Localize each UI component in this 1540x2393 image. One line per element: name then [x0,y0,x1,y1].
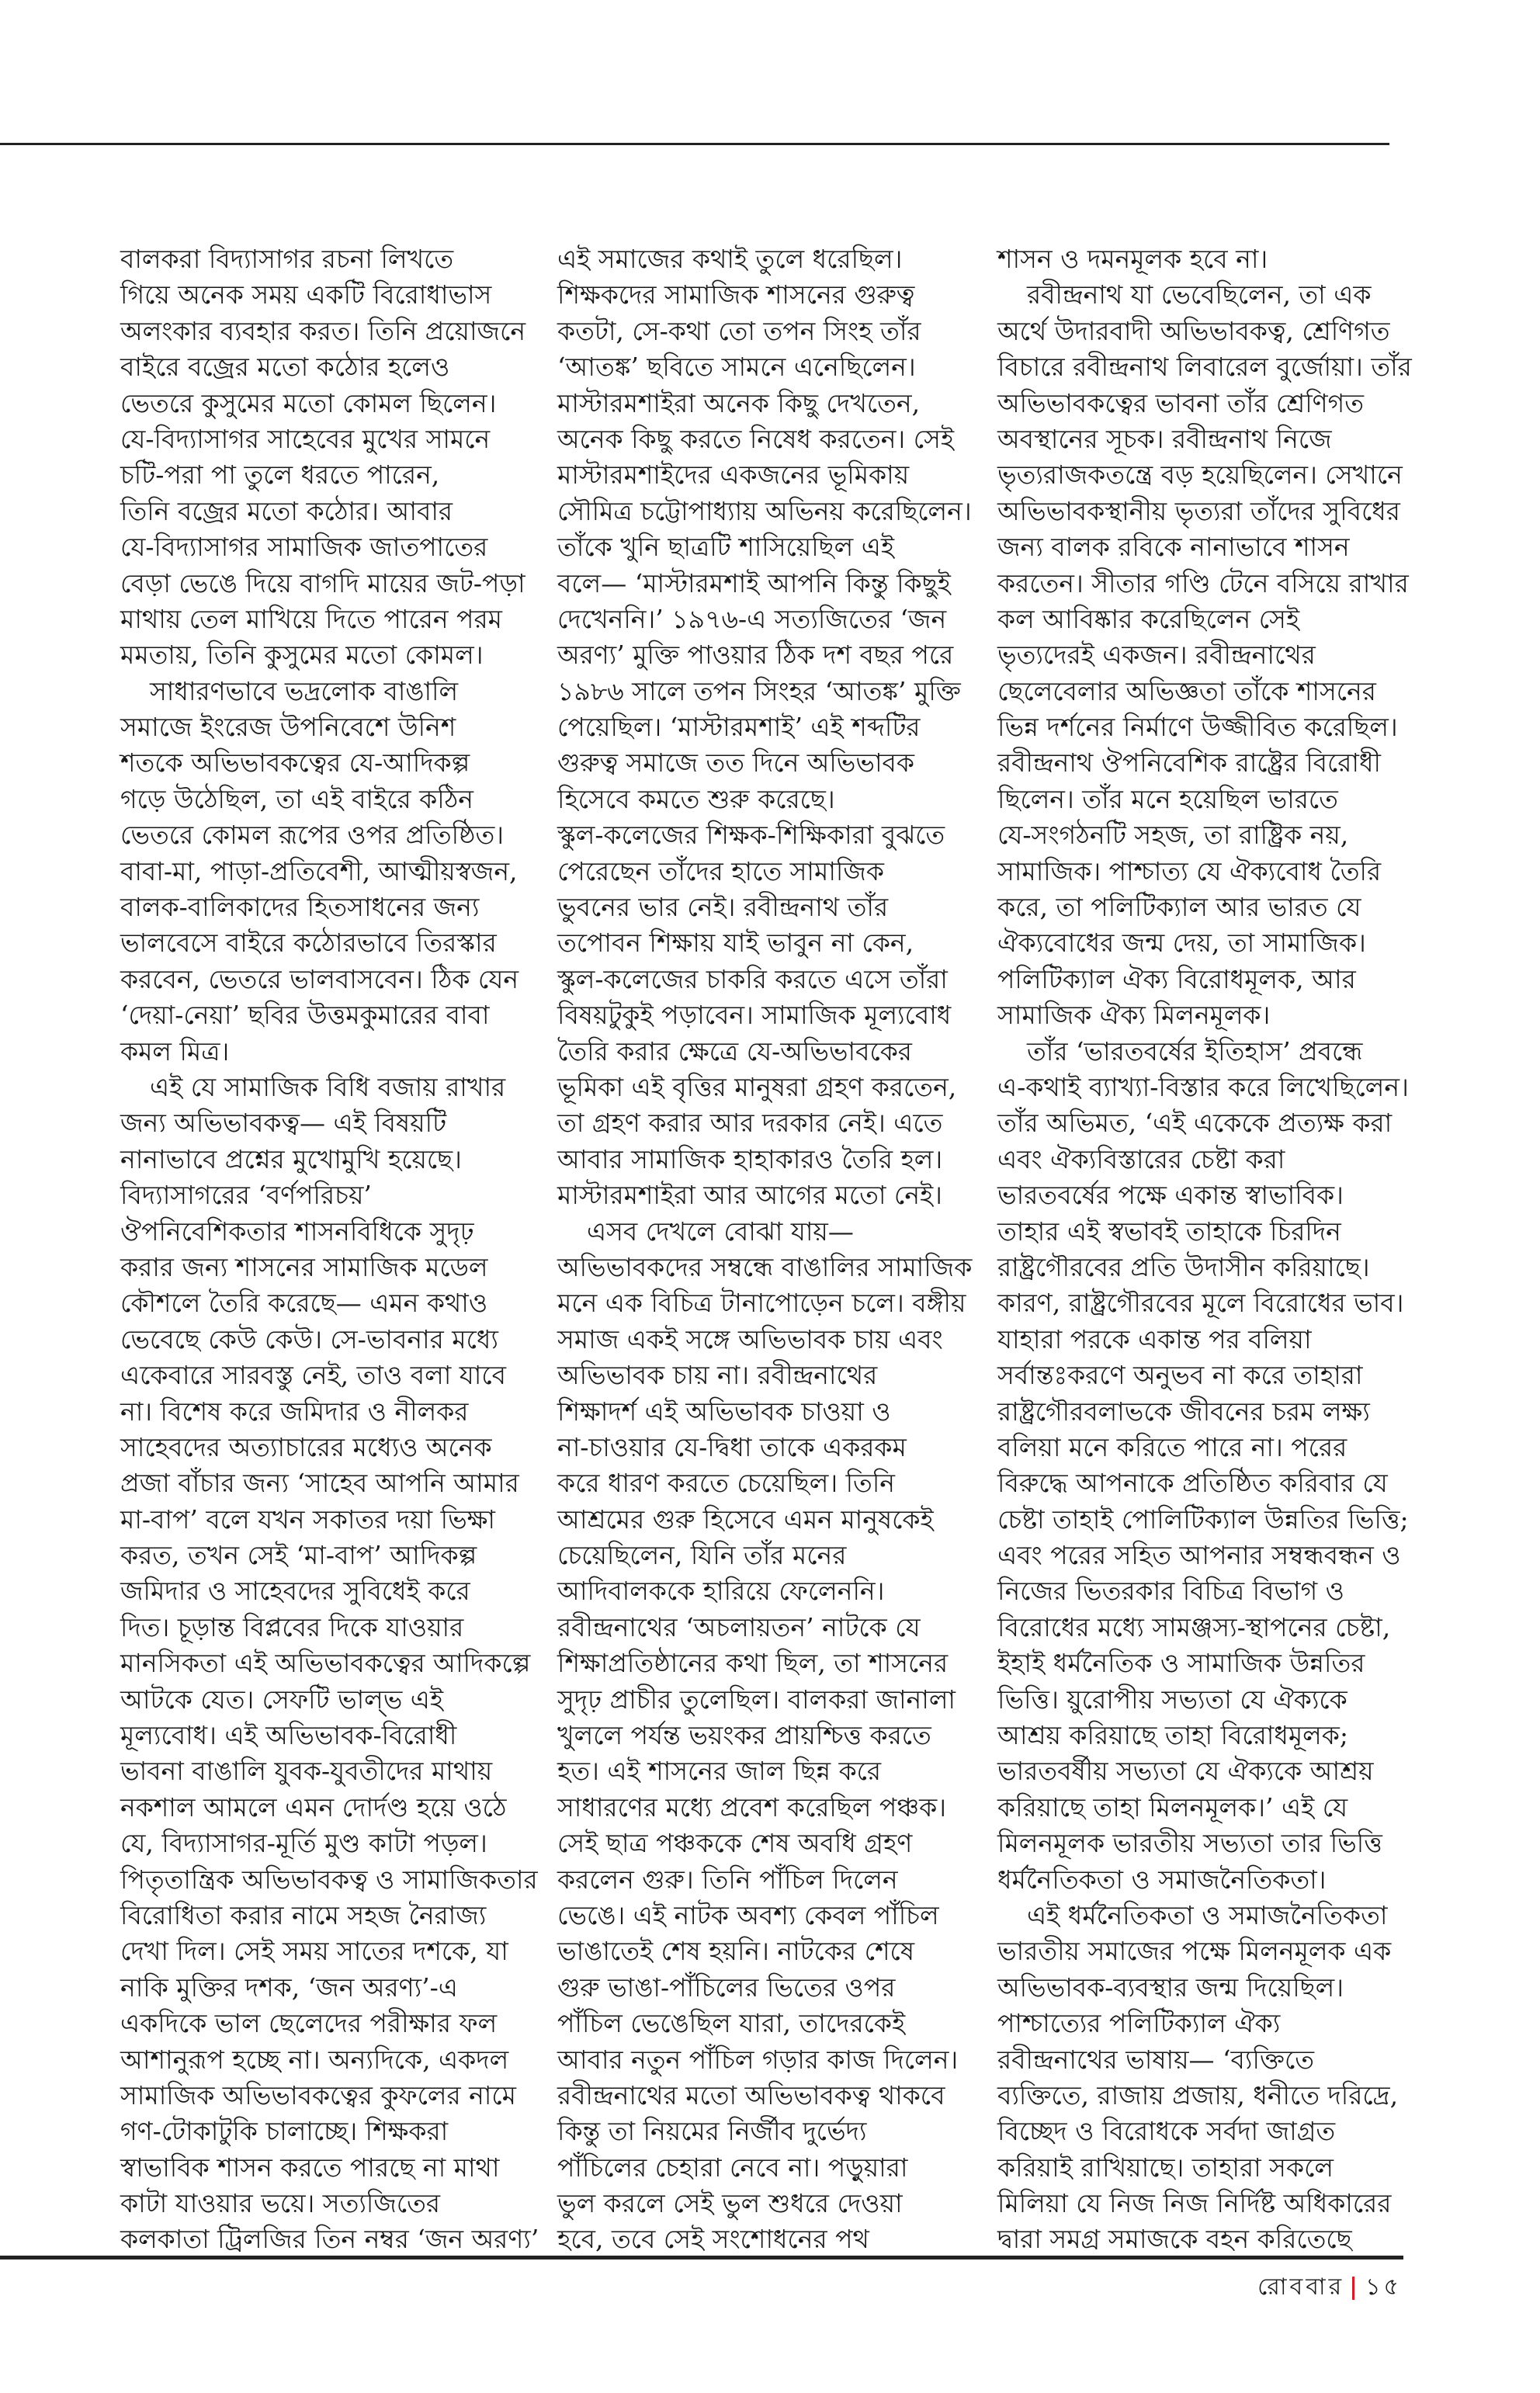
text-line: ভারতবর্ষীয় সভ্যতা যে ঐক্যকে আশ্রয় [997,1756,1374,1787]
text-line: কতটা, সে-কথা তো তপন সিংহ তাঁর [557,315,921,346]
text-line: চেষ্টা তাহাই পোলিটিক্যাল উন্নতির ভিত্তি; [997,1503,1409,1535]
text-line: পাঁচিলের চেহারা নেবে না। পড়ুয়ারা [557,2152,908,2183]
text-line: ভাবনা বাঙালি যুবক-যুবতীদের মাথায় [120,1756,493,1787]
article-column-2 [557,241,992,2258]
text-line: ভেতরে কুসুমের মতো কোমল ছিলেন। [120,387,497,418]
text-line: অরণ্য’ মুক্তি পাওয়ার ঠিক দশ বছর পরে [557,640,954,671]
text-line: পেয়েছিল। ‘মাস্টারমশাই’ এই শব্দটির [557,712,921,743]
text-line: অভিভাবকত্বের ভাবনা তাঁর শ্রেণিগত [997,387,1365,418]
text-line: রাষ্ট্রগৌরবলাভকে জীবনের চরম লক্ষ্য [997,1396,1370,1427]
text-line: মিলনমূলক ভারতীয় সভ্যতা তার ভিত্তি [997,1828,1382,1859]
text-line: মাস্টারমশাইদের একজনের ভূমিকায় [557,460,910,491]
text-line: একেবারে সারবস্তু নেই, তাও বলা যাবে [120,1360,506,1391]
page-number: ১৫ [1365,2273,1402,2301]
text-line: মাথায় তেল মাখিয়ে দিতে পারেন পরম [120,603,502,634]
text-line: শতকে অভিভাবকত্বের যে-আদিকল্প [120,747,470,779]
text-line: আশ্রমের গুরু হিসেবে এমন মানুষকেই [557,1503,934,1535]
text-line: অভিভাবক চায় না। রবীন্দ্রনাথের [557,1360,878,1391]
text-line: এই সমাজের কথাই তুলে ধরেছিল। [557,244,903,274]
text-line: তাঁর ‘ভারতবর্ষের ইতিহাস’ প্রবন্ধে [1027,1035,1363,1066]
text-line: স্কুল-কলেজের শিক্ষক-শিক্ষিকারা বুঝতে [557,820,945,851]
text-line: নাকি মুক্তির দশক, ‘জন অরণ্য’-এ [120,1972,458,2003]
text-line: ভৃত্যরাজকতন্ত্রে বড় হয়েছিলেন। সেখানে [997,460,1403,491]
text-line: করার জন্য শাসনের সামাজিক মডেল [120,1251,488,1282]
text-line: বেড়া ভেঙে দিয়ে বাগদি মায়ের জট-পড়া [120,567,525,598]
text-line: তাঁর অভিমত, ‘এই একেকে প্রত্যক্ষ করা [997,1108,1393,1139]
text-line: যে-বিদ্যাসাগর সামাজিক জাতপাতের [120,532,488,563]
text-line: করে, তা পলিটিক্যাল আর ভারত যে [997,892,1361,923]
text-line: ‘আতঙ্ক’ ছবিতে সামনে এনেছিলেন। [557,352,916,383]
page-footer [1257,2268,1402,2308]
text-line: জন্য বালক রবিকে নানাভাবে শাসন [997,532,1350,563]
text-line: একদিকে ভাল ছেলেদের পরীক্ষার ফল [120,2008,498,2039]
text-line: ঐক্যবোধের জন্ম দেয়, তা সামাজিক। [997,928,1366,959]
text-line: করবেন, ভেতরে ভালবাসবেন। ঠিক যেন [120,963,519,994]
text-line: সাধারণের মধ্যে প্রবেশ করেছিল পঞ্চক। [557,1791,946,1822]
text-line: বিরোধিতা করার নামে সহজ নৈরাজ্য [120,1899,487,1930]
text-line: দেখেননি।’ ১৯৭৬-এ সত্যজিতের ‘জন [557,603,947,634]
text-line: শাসন ও দমনমূলক হবে না। [997,244,1268,274]
text-line: সামাজিক ঐক্য মিলনমূলক। [997,1000,1271,1031]
text-line: মূল্যবোধ। এই অভিভাবক-বিরোধী [120,1720,457,1751]
text-line: যাহারা পরকে একান্ত পর বলিয়া [997,1323,1312,1354]
magazine-name: রোববার [1257,2273,1345,2301]
text-line: বিচারে রবীন্দ্রনাথ লিবারেল বুর্জোয়া। তাঁর [997,352,1412,383]
text-line: নিজের ভিতরকার বিচিত্র বিভাগ ও [997,1576,1344,1607]
text-line: বিরোধের মধ্যে সামঞ্জস্য-স্থাপনের চেষ্টা, [997,1611,1391,1642]
text-line: আদিবালককে হারিয়ে ফেলেননি। [557,1576,885,1607]
text-line: পেরেছেন তাঁদের হাতে সামাজিক [557,855,884,886]
text-line: অনেক কিছু করতে নিষেধ করতেন। সেই [557,423,955,454]
text-line: সমাজে ইংরেজ উপনিবেশে উনিশ [120,712,456,743]
text-line: জন্য অভিভাবকত্ব— এই বিষয়টি [120,1108,447,1139]
text-line: মা-বাপ’ বলে যখন সকাতর দয়া ভিক্ষা [120,1503,495,1535]
text-line: অলংকার ব্যবহার করত। তিনি প্রয়োজনে [120,315,526,346]
text-line: বাইরে বজ্রের মতো কঠোর হলেও [120,352,450,383]
text-line: মাস্টারমশাইরা অনেক কিছু দেখতেন, [557,387,921,418]
text-line: ভুল করলে সেই ভুল শুধরে দেওয়া [557,2188,903,2219]
text-line: সর্বান্তঃকরণে অনুভব না করে তাহারা [997,1360,1363,1391]
text-line: সামাজিক অভিভাবকত্বের কুফলের নামে [120,2079,516,2110]
text-line: সৌমিত্র চট্টোপাধ্যায় অভিনয় করেছিলেন। [557,495,972,526]
text-line: শিক্ষাদর্শ এই অভিভাবক চাওয়া ও [557,1396,891,1427]
text-line: এবং পরের সহিত আপনার সম্বন্ধবন্ধন ও [997,1540,1401,1571]
text-line: করলেন গুরু। তিনি পাঁচিল দিলেন [557,1864,898,1895]
text-line: ভেতরে কোমল রূপের ওপর প্রতিষ্ঠিত। [120,820,505,851]
text-line: রবীন্দ্রনাথের ‘অচলায়তন’ নাটকে যে [557,1611,921,1642]
text-line: মাস্টারমশাইরা আর আগের মতো নেই। [557,1180,942,1211]
text-line: কৌশলে তৈরি করেছে— এমন কথাও [120,1288,488,1319]
text-line: কলকাতা ট্রিলজির তিন নম্বর ‘জন অরণ্য’ [120,2224,539,2255]
text-line: এবং ঐক্যবিস্তারের চেষ্টা করা [997,1143,1285,1174]
text-line: তিনি বজ্রের মতো কঠোর। আবার [120,495,453,526]
text-line: আশানুরূপ হচ্ছে না। অন্যদিকে, একদল [120,2044,509,2075]
text-line: যে-সংগঠনটি সহজ, তা রাষ্ট্রিক নয়, [997,820,1349,851]
text-line: হত। এই শাসনের জাল ছিন্ন করে [557,1756,882,1787]
text-line: আটকে যেত। সেফটি ভাল্‌ভ এই [120,1684,444,1715]
text-line: রবীন্দ্রনাথ যা ভেবেছিলেন, তা এক [1027,279,1372,310]
text-line: পাশ্চাত্যের পলিটিক্যাল ঐক্য [997,2008,1281,2039]
text-line: রবীন্দ্রনাথের ভাষায়— ‘ব্যক্তিতে [997,2044,1314,2075]
text-line: সুদৃঢ় প্রাচীর তুলেছিল। বালকরা জানালা [557,1684,956,1715]
top-divider [0,143,1389,145]
text-line: বলে— ‘মাস্টারমশাই আপনি কিন্তু কিছুই [557,567,951,598]
text-line: ভেঙে। এই নাটক অবশ্য কেবল পাঁচিল [557,1899,939,1930]
text-line: ভাঙাতেই শেষ হয়নি। নাটকের শেষে [557,1936,915,1967]
text-line: আবার সামাজিক হাহাকারও তৈরি হল। [557,1143,943,1174]
text-line: দ্বারা সমগ্র সমাজকে বহন করিতেছে [997,2224,1352,2255]
text-line: মনে এক বিচিত্র টানাপোড়েন চলে। বঙ্গীয় [557,1288,966,1319]
text-line: ভালবেসে বাইরে কঠোরভাবে তিরস্কার [120,928,497,959]
text-line: মমতায়, তিনি কুসুমের মতো কোমল। [120,640,484,671]
text-line: ঔপনিবেশিকতার শাসনবিধিকে সুদৃঢ় [120,1216,474,1247]
text-line: রবীন্দ্রনাথের মতো অভিভাবকত্ব থাকবে [557,2079,945,2110]
bottom-divider [0,2256,1403,2259]
text-line: রাষ্ট্রগৌরবের প্রতি উদাসীন করিয়াছে। [997,1251,1370,1282]
text-line: গিয়ে অনেক সময় একটি বিরোধাভাস [120,279,492,310]
text-line: হিসেবে কমতে শুরু করেছে। [557,783,835,814]
text-line: নকশাল আমলে এমন দোর্দণ্ড হয়ে ওঠে [120,1791,507,1822]
text-line: তাহার এই স্বভাবই তাহাকে চিরদিন [997,1216,1341,1247]
text-line: করতেন। সীতার গণ্ডি টেনে বসিয়ে রাখার [997,567,1409,598]
text-line: বালকরা বিদ্যাসাগর রচনা লিখতে [120,244,454,274]
text-line: গড়ে উঠেছিল, তা এই বাইরে কঠিন [120,783,473,814]
text-line: বিদ্যাসাগরের ‘বর্ণপরিচয়’ [120,1180,372,1211]
text-line: গুরুত্ব সমাজে তত দিনে অভিভাবক [557,747,914,779]
text-line: কল আবিষ্কার করেছিলেন সেই [997,603,1300,634]
article-column-3 [997,241,1432,2258]
text-line: করিয়াছে তাহা মিলনমূলক।’ এই যে [997,1791,1348,1822]
text-line: বিচ্ছেদ ও বিরোধকে সর্বদা জাগ্রত [997,2116,1336,2147]
text-line: করে ধারণ করতে চেয়েছিল। তিনি [557,1468,895,1499]
text-line: ‘দেয়া-নেয়া’ ছবির উত্তমকুমারের বাবা [120,1000,490,1031]
text-line: প্রজা বাঁচার জন্য ‘সাহেব আপনি আমার [120,1468,519,1499]
text-line: অবস্থানের সূচক। রবীন্দ্রনাথ নিজে [997,423,1332,454]
text-line: ভৃত্যদেরই একজন। রবীন্দ্রনাথের [997,640,1316,671]
text-line: জমিদার ও সাহেবদের সুবিধেই করে [120,1576,470,1607]
text-line: মানসিকতা এই অভিভাবকত্বের আদিকল্পে [120,1648,531,1679]
text-line: না। বিশেষ করে জমিদার ও নীলকর [120,1396,469,1427]
text-line: ভিন্ন দর্শনের নির্মাণে উজ্জীবিত করেছিল। [997,712,1398,743]
text-line: ভূমিকা এই বৃত্তির মানুষরা গ্রহণ করতেন, [557,1071,957,1102]
text-line: ১৯৮৬ সালে তপন সিংহর ‘আতঙ্ক’ মুক্তি [557,675,961,706]
text-line: অভিভাবকস্থানীয় ভৃত্যরা তাঁদের সুবিধের [997,495,1400,526]
text-line: ইহাই ধর্মনৈতিক ও সামাজিক উন্নতির [997,1648,1365,1679]
article-column-1 [120,241,555,2258]
text-line: ছেলেবেলার অভিজ্ঞতা তাঁকে শাসনের [997,675,1376,706]
text-line: স্কুল-কলেজের চাকরি করতে এসে তাঁরা [557,963,948,994]
text-line: এ-কথাই ব্যাখ্যা-বিস্তার করে লিখেছিলেন। [997,1071,1409,1102]
text-line: শিক্ষাপ্রতিষ্ঠানের কথা ছিল, তা শাসনের [557,1648,949,1679]
text-line: এসব দেখলে বোঝা যায়— [587,1216,854,1247]
text-line: কারণ, রাষ্ট্রগৌরবের মূলে বিরোধের ভাব। [997,1288,1404,1319]
text-line: বিষয়টুকুই পড়াবেন। সামাজিক মূল্যবোধ [557,1000,952,1031]
text-line: ব্যক্তিতে, রাজায় প্রজায়, ধনীতে দরিদ্রে, [997,2079,1399,2110]
text-line: যে, বিদ্যাসাগর-মূর্তি মুণ্ড কাটা পড়ল। [120,1828,487,1859]
text-line: অভিভাবক-ব্যবস্থার জন্ম দিয়েছিল। [997,1972,1344,2003]
text-line: পিতৃতান্ত্রিক অভিভাবকত্ব ও সামাজিকতার [120,1864,538,1895]
text-line: কাটা যাওয়ার ভয়ে। সত্যজিতের [120,2188,441,2219]
text-line: বলিয়া মনে করিতে পারে না। পরের [997,1431,1348,1462]
text-line: না-চাওয়ার যে-দ্বিধা তাকে একরকম [557,1431,907,1462]
text-line: অর্থে উদারবাদী অভিভাবকত্ব, শ্রেণিগত [997,315,1390,346]
text-line: নানাভাবে প্রশ্নের মুখোমুখি হয়েছে। [120,1143,462,1174]
text-line: বাবা-মা, পাড়া-প্রতিবেশী, আত্মীয়স্বজন, [120,855,518,886]
text-line: পলিটিক্যাল ঐক্য বিরোধমূলক, আর [997,963,1356,994]
text-line: সেই ছাত্র পঞ্চককে শেষ অবধি গ্রহণ [557,1828,913,1859]
text-line: দিত। চূড়ান্ত বিপ্লবের দিকে যাওয়ার [120,1611,464,1642]
text-line: ভারতবর্ষের পক্ষে একান্ত স্বাভাবিক। [997,1180,1344,1211]
text-line: গণ-টোকাটুকি চালাচ্ছে। শিক্ষকরা [120,2116,449,2147]
text-line: সাধারণভাবে ভদ্রলোক বাঙালি [150,675,459,706]
text-line: আশ্রয় করিয়াছে তাহা বিরোধমূলক; [997,1720,1348,1751]
text-line: করিয়াই রাখিয়াছে। তাহারা সকলে [997,2152,1334,2183]
text-line: যে-বিদ্যাসাগর সাহেবের মুখের সামনে [120,423,491,454]
text-line: কিন্তু তা নিয়মের নির্জীব দুর্ভেদ্য [557,2116,867,2147]
text-line: গুরু ভাঙা-পাঁচিলের ভিতের ওপর [557,1972,896,2003]
text-line: সমাজ একই সঙ্গে অভিভাবক চায় এবং [557,1323,943,1354]
text-line: বিরুদ্ধে আপনাকে প্রতিষ্ঠিত করিবার যে [997,1468,1388,1499]
text-line: হবে, তবে সেই সংশোধনের পথ [557,2224,869,2255]
text-line: কমল মিত্র। [120,1035,230,1066]
text-line: আবার নতুন পাঁচিল গড়ার কাজ দিলেন। [557,2044,959,2075]
footer-separator: | [1349,2273,1361,2301]
text-line: ছিলেন। তাঁর মনে হয়েছিল ভারতে [997,783,1338,814]
text-line: করত, তখন সেই ‘মা-বাপ’ আদিকল্প [120,1540,477,1571]
text-line: বালক-বালিকাদের হিতসাধনের জন্য [120,892,480,923]
text-line: এই যে সামাজিক বিধি বজায় রাখার [150,1071,506,1102]
text-line: ভারতীয় সমাজের পক্ষে মিলনমূলক এক [997,1936,1392,1967]
text-line: সামাজিক। পাশ্চাত্য যে ঐক্যবোধ তৈরি [997,855,1382,886]
text-line: চেয়েছিলেন, যিনি তাঁর মনের [557,1540,847,1571]
text-line: রবীন্দ্রনাথ ঔপনিবেশিক রাষ্ট্রের বিরোধী [997,747,1381,779]
text-line: তৈরি করার ক্ষেত্রে যে-অভিভাবকের [557,1035,912,1066]
text-line: মিলিয়া যে নিজ নিজ নির্দিষ্ট অধিকারের [997,2188,1392,2219]
text-line: ধর্মনৈতিকতা ও সমাজনৈতিকতা। [997,1864,1327,1895]
text-line: এই ধর্মনৈতিকতা ও সমাজনৈতিকতা [1027,1899,1388,1930]
text-line: ভেবেছে কেউ কেউ। সে-ভাবনার মধ্যে [120,1323,498,1354]
text-line: শিক্ষকদের সামাজিক শাসনের গুরুত্ব [557,279,915,310]
text-line: পাঁচিল ভেঙেছিল যারা, তাদেরকেই [557,2008,906,2039]
text-line: ভিত্তি। য়ুরোপীয় সভ্যতা যে ঐক্যকে [997,1684,1348,1715]
text-line: অভিভাবকদের সম্বন্ধে বাঙালির সামাজিক [557,1251,973,1282]
text-line: চটি-পরা পা তুলে ধরতে পারেন, [120,460,440,491]
text-line: তাঁকে খুনি ছাত্রটি শাসিয়েছিল এই [557,532,895,563]
text-line: তা গ্রহণ করার আর দরকার নেই। এতে [557,1108,943,1139]
text-line: দেখা দিল। সেই সময় সাতের দশকে, যা [120,1936,508,1967]
text-line: স্বাভাবিক শাসন করতে পারছে না মাথা [120,2152,500,2183]
text-line: সাহেবদের অত্যাচারের মধ্যেও অনেক [120,1431,492,1462]
text-line: তপোবন শিক্ষায় যাই ভাবুন না কেন, [557,928,914,959]
text-line: ভুবনের ভার নেই। রবীন্দ্রনাথ তাঁর [557,892,889,923]
text-line: খুললে পর্যন্ত ভয়ংকর প্রায়শ্চিত্ত করতে [557,1720,931,1751]
